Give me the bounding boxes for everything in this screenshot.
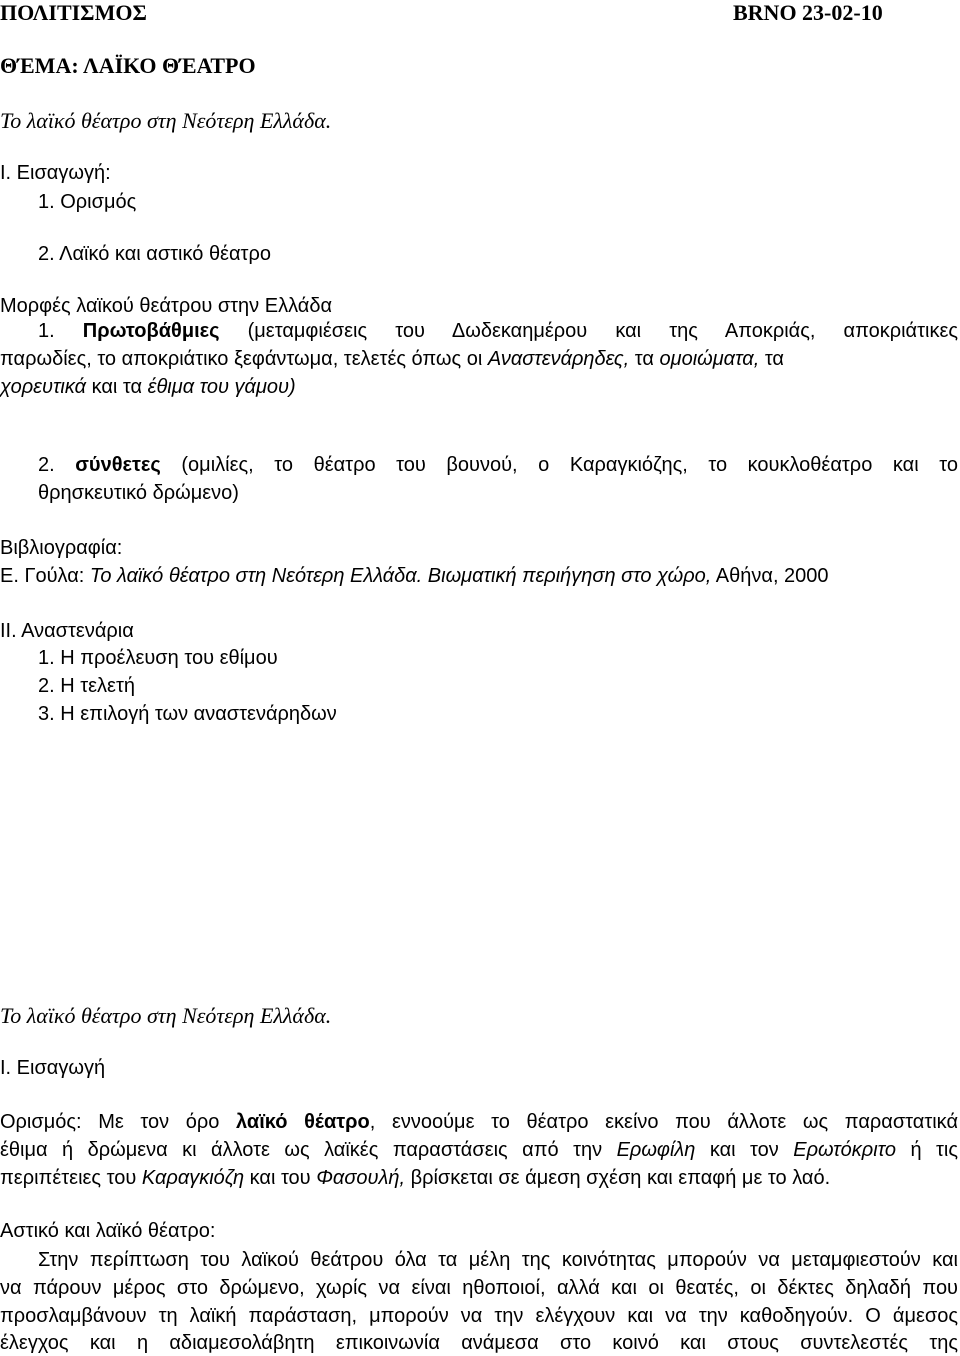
text: και τα [91,376,143,398]
definition-line-1 [0,1111,958,1134]
definition-line-2 [0,1139,958,1162]
word: και [892,454,919,476]
word: (ομιλίες, [181,454,254,476]
urban-line-4: έλεγχος και η αδιαμεσολάβητη επικοινωνία ανάμεσα στο κοινό και στους συντελεστές της [0,1332,958,1354]
bibliography-author: Ε. Γούλα: [0,565,85,587]
text: και τον [709,1139,779,1161]
part2-title: Το λαϊκό θέατρο στη Νεότερη Ελλάδα. [0,1003,332,1028]
word: κουκλοθέατρο [747,454,873,476]
italic-text: ομοιώματα, [659,348,760,370]
word: το [274,454,294,476]
text: και του [249,1167,311,1189]
section2-item-2: 2. Η τελετή [38,675,135,697]
text: ή τις [910,1139,959,1161]
word: Αποκριάς, [724,320,816,342]
text: τα [764,348,784,370]
word: του [396,454,426,476]
header-left: ΠΟΛΙΤΙΣΜΟΣ [0,0,147,25]
theme-heading: ΘΈΜΑ: ΛΑΪΚΟ ΘΈΑΤΡΟ [0,53,256,78]
italic-text: Ερωφίλη [616,1139,696,1161]
forms-item-1-line-1 [0,320,958,343]
urban-line-2: να πάρουν μέρος στο δρώμενο, χωρίς να είναι ηθοποιοί, αλλά και οι θεατές, οι δέκτες δηλαδή που [0,1277,958,1299]
item-number: 2. [38,454,55,476]
item-number: 1. [38,320,55,342]
forms-item-1-line-2 [0,348,784,371]
text: παρωδίες, το αποκριάτικο ξεφάντωμα, τελετές όπως οι [0,348,483,370]
bold-term: λαϊκό θέατρο [236,1111,370,1133]
word: της [669,320,698,342]
section2-heading: ΙΙ. Αναστενάρια [0,620,134,642]
bibliography-entry [0,565,829,588]
italic-text: Καραγκιόζη [141,1167,245,1189]
urban-line-3: προσλαμβάνουν τη λαϊκή παράσταση, μπορούν να την ελέγχουν και να την καθοδηγούν. Ο άμεσος [0,1305,958,1327]
forms-item-2-line-2: θρησκευτικό δρώμενο) [38,482,239,504]
word: του [395,320,425,342]
section2-item-1: 1. Η προέλευση του εθίμου [38,647,278,669]
forms-item-2-line-1 [0,454,958,477]
subtitle: Το λαϊκό θέατρο στη Νεότερη Ελλάδα. [0,108,332,133]
item-term: Πρωτοβάθμιες [82,320,220,342]
text: περιπέτειες του [0,1167,137,1189]
bibliography-title: Το λαϊκό θέατρο στη Νεότερη Ελλάδα. Βιωματική περιήγηση στο χώρο, [89,565,712,587]
italic-text: Αναστενάρηδες, [487,348,630,370]
bibliography-heading: Βιβλιογραφία: [0,537,123,559]
word: και [615,320,642,342]
section1-heading: Ι. Εισαγωγή: [0,162,111,184]
definition-line-3 [0,1167,830,1190]
text: Με τον όρο [98,1111,220,1133]
bibliography-place: Αθήνα, 2000 [715,565,829,587]
urban-heading: Αστικό και λαϊκό θέατρο: [0,1220,216,1242]
word: το [939,454,958,476]
forms-item-1-line-3 [0,376,296,399]
text: βρίσκεται σε άμεση σχέση και επαφή με το λαό. [410,1167,831,1189]
part2-intro-heading: Ι. Εισαγωγή [0,1057,106,1079]
forms-heading: Μορφές λαϊκού θεάτρου στην Ελλάδα [0,295,333,317]
definition-label: Ορισμός: [0,1111,82,1133]
text: τα [634,348,654,370]
word: το [708,454,728,476]
italic-text: χορευτικά [0,376,87,398]
section1-item-1: 1. Ορισμός [38,191,137,213]
word: θέατρο [313,454,376,476]
section1-item-2: 2. Λαϊκό και αστικό θέατρο [38,243,271,265]
word: (μεταμφιέσεις [247,320,368,342]
text: έθιμα ή δρώμενα κι άλλοτε ως λαϊκές παραστάσεις από την [0,1139,603,1161]
word: αποκριάτικες [843,320,958,342]
header-right: BRNO 23-02-10 [733,0,883,25]
text: , εννοούμε το θέατρο εκείνο που άλλοτε ως παραστατικά [369,1111,959,1133]
italic-text: έθιμα του γάμου) [147,376,296,398]
word: Καραγκιόζης, [569,454,688,476]
word: Δωδεκαημέρου [451,320,588,342]
section2-item-3: 3. Η επιλογή των αναστενάρηδων [38,703,337,725]
word: ο [538,454,550,476]
italic-text: Φασουλή, [316,1167,406,1189]
urban-line-1: Στην περίπτωση του λαϊκού θεάτρου όλα τα μέλη της κοινότητας μπορούν να μεταμφιεστούν και [38,1249,958,1271]
italic-text: Ερωτόκριτο [793,1139,896,1161]
item-term: σύνθετες [75,454,161,476]
word: βουνού, [446,454,518,476]
